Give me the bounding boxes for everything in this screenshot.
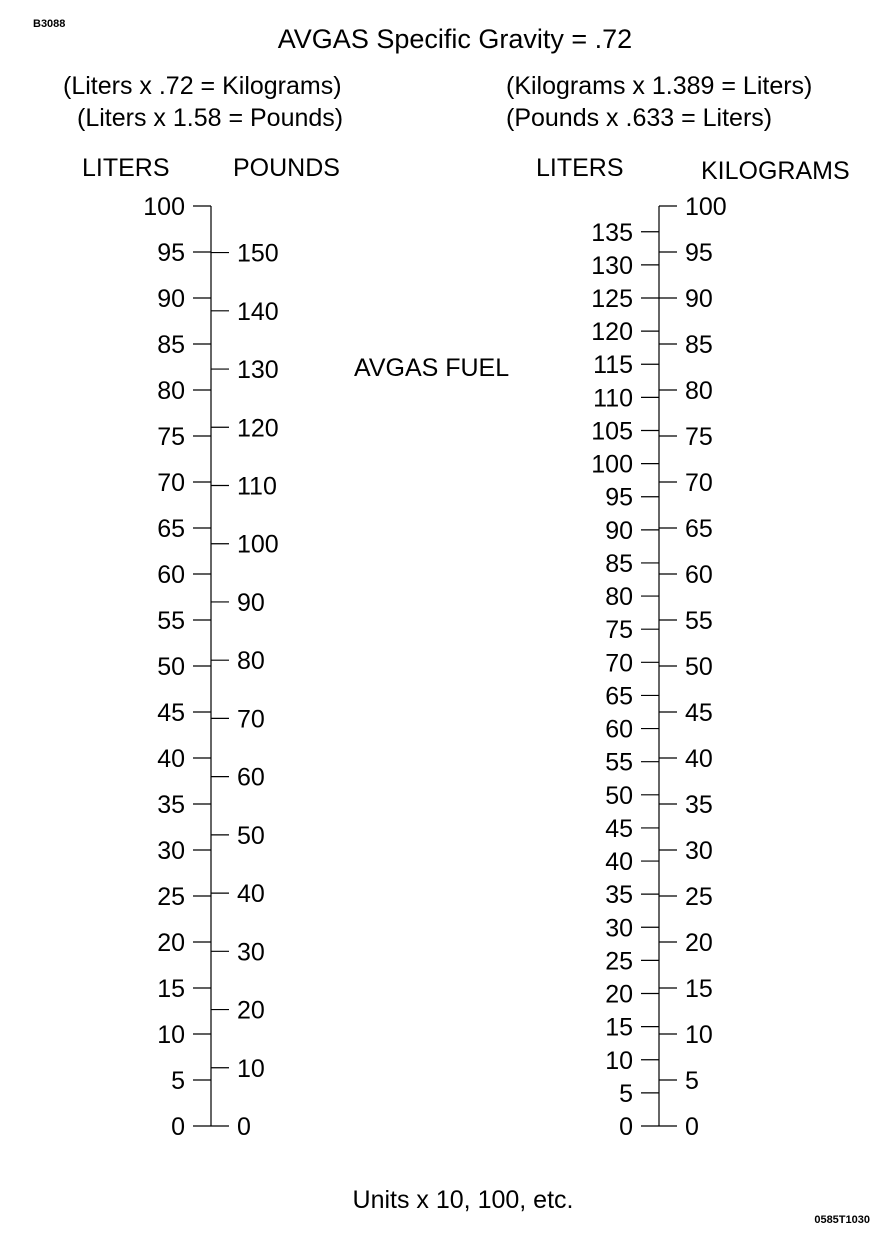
kg-scale-label-liters-55: 55 [605,748,633,777]
figure-reference-top: B3088 [33,18,66,30]
lb-scale-label-liters-70: 70 [157,469,185,497]
kg-scale-label-liters-35: 35 [605,881,633,910]
kg-scale-label-liters-90: 90 [605,516,633,545]
kg-scale-label-liters-75: 75 [605,616,633,645]
kg-scale-label-liters-70: 70 [605,649,633,678]
kg-scale-label-liters-15: 15 [605,1013,633,1042]
kg-scale-label-liters-85: 85 [605,549,633,578]
kg-scale-label-kilograms-85: 85 [685,331,713,359]
kg-scale-label-kilograms-50: 50 [685,653,713,681]
lb-scale-label-liters-75: 75 [157,423,185,451]
kg-scale-label-liters-120: 120 [591,318,633,347]
kg-scale-label-kilograms-65: 65 [685,515,713,543]
kg-scale-label-kilograms-0: 0 [685,1113,699,1141]
lb-scale-label-liters-60: 60 [157,561,185,589]
kg-scale-label-liters-60: 60 [605,715,633,744]
kg-scale-label-kilograms-55: 55 [685,607,713,635]
lb-scale-label-liters-100: 100 [143,193,185,221]
chart-title: AVGAS Specific Gravity = .72 [277,24,633,54]
lb-scale-label-liters-50: 50 [157,653,185,681]
kg-scale-label-kilograms-10: 10 [685,1021,713,1049]
lb-scale-label-pounds-70: 70 [237,705,265,734]
kg-scale-label-kilograms-100: 100 [685,193,727,221]
kg-scale-label-kilograms-15: 15 [685,975,713,1003]
kg-scale-label-kilograms-95: 95 [685,239,713,267]
kg-scale-label-liters-115: 115 [593,351,633,380]
lb-scale-label-liters-65: 65 [157,515,185,543]
kg-scale-label-liters-10: 10 [605,1046,633,1075]
kg-scale-label-liters-130: 130 [591,251,633,280]
kg-scale-label-liters-135: 135 [591,218,633,247]
lb-scale-label-pounds-30: 30 [237,938,265,967]
avgas-fuel-label: AVGAS FUEL [354,354,510,382]
pounds-heading: POUNDS [233,154,340,182]
kg-scale-label-kilograms-30: 30 [685,837,713,865]
kg-scale-label-liters-125: 125 [591,285,633,313]
kilograms-heading: KILOGRAMS [701,157,850,185]
kg-scale-label-kilograms-75: 75 [685,423,713,451]
lb-scale-label-pounds-150: 150 [237,239,279,268]
lb-scale-label-liters-80: 80 [157,377,185,405]
kg-scale-label-liters-100: 100 [591,450,633,479]
kg-scale-label-liters-20: 20 [605,980,633,1009]
kg-scale-label-liters-45: 45 [605,814,633,843]
kg-scale-label-liters-25: 25 [605,947,633,976]
lb-scale-label-pounds-140: 140 [237,297,279,326]
lb-scale-label-pounds-50: 50 [237,821,265,850]
kg-scale-label-liters-105: 105 [591,417,633,446]
kg-scale-label-kilograms-45: 45 [685,699,713,727]
formula-liters-to-kilograms: (Liters x .72 = Kilograms) [63,72,342,100]
lb-scale-label-pounds-60: 60 [237,763,265,792]
kg-scale-label-kilograms-35: 35 [685,791,713,819]
lb-scale-label-pounds-110: 110 [237,472,277,501]
lb-scale-label-liters-10: 10 [157,1021,185,1049]
lb-scale-label-liters-30: 30 [157,837,185,865]
kg-scale-label-liters-110: 110 [593,384,633,413]
kg-scale-label-kilograms-90: 90 [685,285,713,313]
kg-scale-label-liters-30: 30 [605,914,633,943]
figure-reference-bottom: 0585T1030 [814,1214,870,1226]
lb-scale-label-liters-0: 0 [171,1113,185,1141]
lb-scale-label-pounds-80: 80 [237,647,265,676]
kg-scale-label-kilograms-60: 60 [685,561,713,589]
kg-scale-label-liters-40: 40 [605,848,633,877]
kg-scale-label-liters-80: 80 [605,583,633,612]
lb-scale-label-liters-40: 40 [157,745,185,773]
lb-scale-label-liters-55: 55 [157,607,185,635]
lb-scale-label-liters-95: 95 [157,239,185,267]
formula-kilograms-to-liters: (Kilograms x 1.389 = Liters) [506,72,813,100]
kg-scale-label-kilograms-70: 70 [685,469,713,497]
kg-scale-label-liters-0: 0 [619,1113,633,1141]
lb-scale-label-liters-35: 35 [157,791,185,819]
lb-scale-label-liters-20: 20 [157,929,185,957]
kg-scale-label-kilograms-5: 5 [685,1067,699,1095]
lb-scale-label-pounds-20: 20 [237,996,265,1025]
lb-scale-label-liters-45: 45 [157,699,185,727]
kg-scale-label-kilograms-80: 80 [685,377,713,405]
kg-scale-label-liters-95: 95 [605,483,633,512]
left-liters-heading: LITERS [82,154,170,182]
lb-scale-label-pounds-40: 40 [237,880,265,909]
formula-liters-to-pounds: (Liters x 1.58 = Pounds) [77,104,344,132]
lb-scale-label-pounds-0: 0 [237,1113,251,1141]
kg-scale-label-liters-65: 65 [605,682,633,711]
units-note: Units x 10, 100, etc. [352,1186,574,1214]
lb-scale-label-pounds-90: 90 [237,588,265,617]
lb-scale-label-liters-85: 85 [157,331,185,359]
lb-scale-label-liters-25: 25 [157,883,185,911]
lb-scale-label-pounds-120: 120 [237,414,279,443]
lb-scale-label-liters-15: 15 [157,975,185,1003]
kg-scale-label-liters-50: 50 [605,781,633,810]
kg-scale-label-kilograms-25: 25 [685,883,713,911]
kg-scale-label-kilograms-40: 40 [685,745,713,773]
lb-scale-label-pounds-10: 10 [237,1054,265,1083]
kg-scale-label-liters-5: 5 [619,1079,633,1108]
lb-scale-label-liters-90: 90 [157,285,185,313]
lb-scale-label-pounds-130: 130 [237,356,279,385]
lb-scale-label-pounds-100: 100 [237,530,279,559]
lb-scale-label-liters-5: 5 [171,1067,185,1095]
right-liters-heading: LITERS [536,154,624,182]
formula-pounds-to-liters: (Pounds x .633 = Liters) [506,104,773,132]
kg-scale-label-kilograms-20: 20 [685,929,713,957]
